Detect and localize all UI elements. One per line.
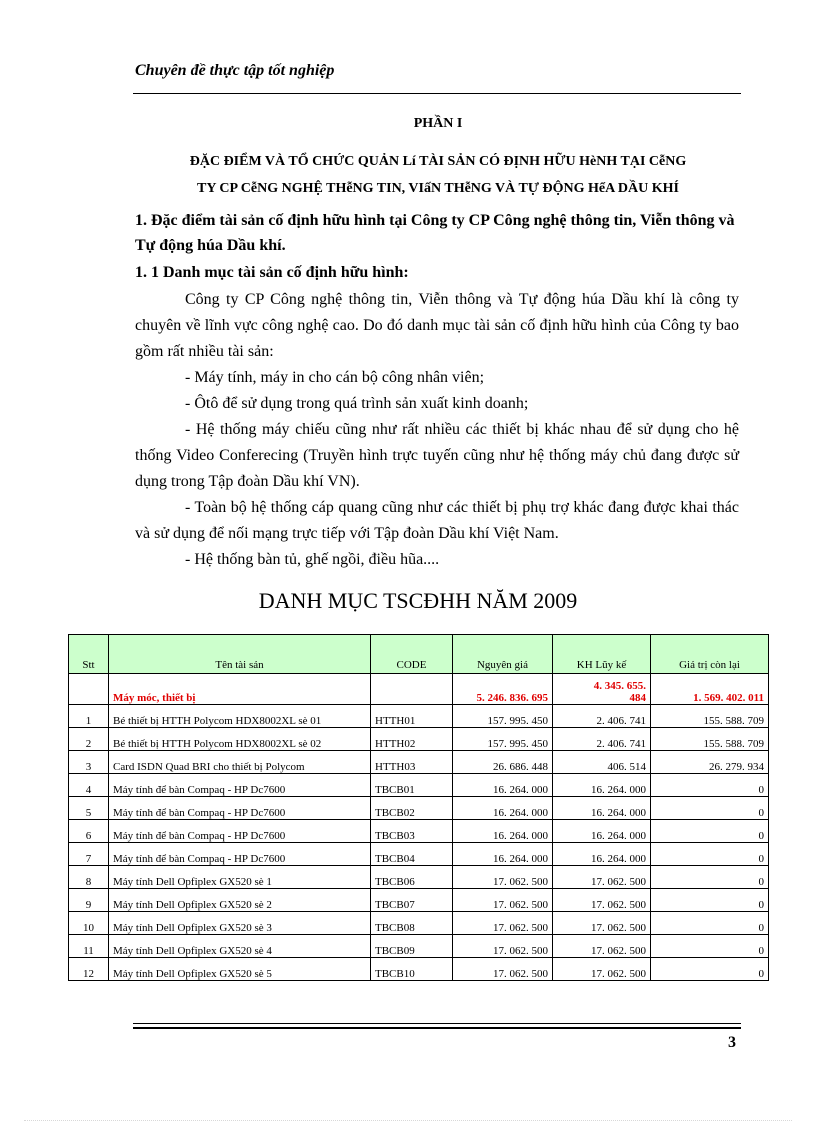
cell-cost: 17. 062. 500 xyxy=(453,889,553,912)
cell-stt: 1 xyxy=(69,705,109,728)
footer-rule-thin xyxy=(133,1023,741,1024)
cell-stt: 6 xyxy=(69,820,109,843)
section-1-1-title: 1. 1 Danh mục tài sản cố định hữu hình: xyxy=(135,264,409,281)
cell-stt: 7 xyxy=(69,843,109,866)
cell-name: Bé thiết bị HTTH Polycom HDX8002XL sè 01 xyxy=(109,705,371,728)
category-depreciation xyxy=(553,674,651,705)
header-rule xyxy=(133,93,741,94)
document-header-title: Chuyên đề thực tập tốt nghiệp xyxy=(135,62,335,79)
cell-remaining: 0 xyxy=(651,774,769,797)
cell-depreciation: 16. 264. 000 xyxy=(553,797,651,820)
cell-remaining: 155. 588. 709 xyxy=(651,728,769,751)
cell-remaining: 0 xyxy=(651,797,769,820)
header-remaining: Giá trị còn lại xyxy=(651,635,769,674)
asset-table xyxy=(68,634,769,981)
cell-cost: 17. 062. 500 xyxy=(453,866,553,889)
cell-remaining: 0 xyxy=(651,820,769,843)
cell-name: Bé thiết bị HTTH Polycom HDX8002XL sè 02 xyxy=(109,728,371,751)
category-code xyxy=(371,674,453,705)
cell-name: Máy tính để bàn Compaq - HP Dc7600 xyxy=(109,774,371,797)
table-row xyxy=(69,866,769,889)
page-edge-divider xyxy=(24,1120,792,1121)
cell-code: HTTH03 xyxy=(371,751,453,774)
main-heading-line-2: TY CP CễNG NGHỆ THễNG TIN, VIấN THễNG VÀ TỰ ĐỘNG HểA DẦU KHÍ xyxy=(196,181,679,196)
cell-depreciation: 17. 062. 500 xyxy=(553,958,651,981)
cell-remaining: 26. 279. 934 xyxy=(651,751,769,774)
cell-code: TBCB09 xyxy=(371,935,453,958)
cell-name: Máy tính để bàn Compaq - HP Dc7600 xyxy=(109,797,371,820)
cell-cost: 17. 062. 500 xyxy=(453,912,553,935)
cell-code: TBCB01 xyxy=(371,774,453,797)
table-row xyxy=(69,820,769,843)
cell-remaining: 0 xyxy=(651,866,769,889)
cell-code: TBCB08 xyxy=(371,912,453,935)
cell-stt: 8 xyxy=(69,866,109,889)
cell-name: Máy tính Dell Opfiplex GX520 sè 5 xyxy=(109,958,371,981)
cell-name: Máy tính Dell Opfiplex GX520 sè 2 xyxy=(109,889,371,912)
bullet-item-2: - Ôtô để sử dụng trong quá trình sản xuất kinh doanh; xyxy=(185,395,529,412)
category-row xyxy=(69,674,769,705)
category-remaining: 1. 569. 402. 011 xyxy=(651,674,769,705)
cell-stt: 3 xyxy=(69,751,109,774)
cell-cost: 16. 264. 000 xyxy=(453,820,553,843)
header-code: CODE xyxy=(371,635,453,674)
cell-depreciation: 406. 514 xyxy=(553,751,651,774)
cell-depreciation: 16. 264. 000 xyxy=(553,820,651,843)
cell-name: Máy tính để bàn Compaq - HP Dc7600 xyxy=(109,843,371,866)
table-row xyxy=(69,728,769,751)
cell-cost: 16. 264. 000 xyxy=(453,843,553,866)
cell-stt: 5 xyxy=(69,797,109,820)
cell-name: Máy tính để bàn Compaq - HP Dc7600 xyxy=(109,820,371,843)
cell-depreciation: 17. 062. 500 xyxy=(553,935,651,958)
cell-name: Máy tính Dell Opfiplex GX520 sè 4 xyxy=(109,935,371,958)
table-row xyxy=(69,912,769,935)
cell-stt: 4 xyxy=(69,774,109,797)
cell-code: TBCB03 xyxy=(371,820,453,843)
table-row xyxy=(69,935,769,958)
cell-remaining: 0 xyxy=(651,889,769,912)
cell-name: Card ISDN Quad BRI cho thiết bị Polycom xyxy=(109,751,371,774)
main-heading xyxy=(135,148,741,202)
cell-stt: 10 xyxy=(69,912,109,935)
bullet-item-3: - Hệ thống máy chiếu cũng như rất nhiều các thiết bị khác nhau để sử dụng cho hệ thống Video Conferecing (Truyền hình trực tuyến cũng như hệ thống máy chủ đang được sử dụng trong Tập đoàn Dầu khí VN). xyxy=(135,421,739,490)
category-cost: 5. 246. 836. 695 xyxy=(453,674,553,705)
cell-depreciation: 17. 062. 500 xyxy=(553,889,651,912)
category-name: Máy móc, thiết bị xyxy=(109,674,371,705)
cell-code: TBCB06 xyxy=(371,866,453,889)
cell-name: Máy tính Dell Opfiplex GX520 sè 3 xyxy=(109,912,371,935)
intro-paragraph: Công ty CP Công nghệ thông tin, Viễn thông và Tự động húa Dầu khí là công ty chuyên về lĩnh vực công nghệ cao. Do đó danh mục tài sản cố định hữu hình của Công ty bao gồm rất nhiều tài sản: xyxy=(135,291,739,360)
table-row xyxy=(69,774,769,797)
cell-depreciation: 17. 062. 500 xyxy=(553,912,651,935)
cell-cost: 26. 686. 448 xyxy=(453,751,553,774)
cell-cost: 17. 062. 500 xyxy=(453,958,553,981)
cell-code: HTTH02 xyxy=(371,728,453,751)
bullet-item-4: - Toàn bộ hệ thống cáp quang cũng như các thiết bị phụ trợ khác đang được khai thác và sử dụng để nối mạng trực tiếp với Tập đoàn Dầu khí Việt Nam. xyxy=(135,499,739,542)
cell-depreciation: 2. 406. 741 xyxy=(553,705,651,728)
cell-code: TBCB10 xyxy=(371,958,453,981)
table-title: DANH MỤC TSCĐHH NĂM 2009 xyxy=(258,588,578,613)
cell-cost: 16. 264. 000 xyxy=(453,797,553,820)
page-number: 3 xyxy=(728,1034,736,1051)
cell-depreciation: 2. 406. 741 xyxy=(553,728,651,751)
cell-code: TBCB07 xyxy=(371,889,453,912)
cell-stt: 2 xyxy=(69,728,109,751)
cell-remaining: 155. 588. 709 xyxy=(651,705,769,728)
main-heading-line-1: ĐẶC ĐIỂM VÀ TỔ CHỨC QUẢN Lí TÀI SẢN CÓ ĐỊNH HỮU HèNH TẠI CễNG xyxy=(189,154,687,169)
cell-cost: 157. 995. 450 xyxy=(453,705,553,728)
section-1-title: 1. Đặc điểm tài sản cố định hữu hình tại Công ty CP Công nghệ thông tin, Viễn thông và Tự động húa Dầu khí. xyxy=(135,212,735,254)
cell-stt: 11 xyxy=(69,935,109,958)
cell-cost: 157. 995. 450 xyxy=(453,728,553,751)
category-depreciation-line-1: 4. 345. 655. xyxy=(593,680,646,692)
cell-remaining: 0 xyxy=(651,843,769,866)
footer-rule-thick xyxy=(133,1027,741,1029)
cell-depreciation: 16. 264. 000 xyxy=(553,774,651,797)
cell-remaining: 0 xyxy=(651,958,769,981)
header-depreciation: KH Lũy kế xyxy=(553,635,651,674)
table-row xyxy=(69,797,769,820)
cell-remaining: 0 xyxy=(651,912,769,935)
category-depreciation-line-2: 484 xyxy=(629,692,646,704)
table-row xyxy=(69,889,769,912)
cell-code: TBCB02 xyxy=(371,797,453,820)
cell-stt: 9 xyxy=(69,889,109,912)
cell-cost: 16. 264. 000 xyxy=(453,774,553,797)
cell-depreciation: 16. 264. 000 xyxy=(553,843,651,866)
table-header-row xyxy=(69,635,769,674)
category-stt xyxy=(69,674,109,705)
cell-name: Máy tính Dell Opfiplex GX520 sè 1 xyxy=(109,866,371,889)
cell-remaining: 0 xyxy=(651,935,769,958)
header-stt: Stt xyxy=(69,635,109,674)
table-row xyxy=(69,843,769,866)
header-cost: Nguyên giá xyxy=(453,635,553,674)
cell-depreciation: 17. 062. 500 xyxy=(553,866,651,889)
table-row xyxy=(69,705,769,728)
bullet-item-5: - Hệ thống bàn tủ, ghế ngồi, điều hũa.... xyxy=(185,551,440,568)
part-label: PHẦN I xyxy=(413,116,463,131)
header-name: Tên tài sản xyxy=(109,635,371,674)
cell-code: TBCB04 xyxy=(371,843,453,866)
cell-stt: 12 xyxy=(69,958,109,981)
cell-cost: 17. 062. 500 xyxy=(453,935,553,958)
cell-code: HTTH01 xyxy=(371,705,453,728)
table-row xyxy=(69,958,769,981)
bullet-item-1: - Máy tính, máy in cho cán bộ công nhân viên; xyxy=(185,369,485,386)
table-row xyxy=(69,751,769,774)
